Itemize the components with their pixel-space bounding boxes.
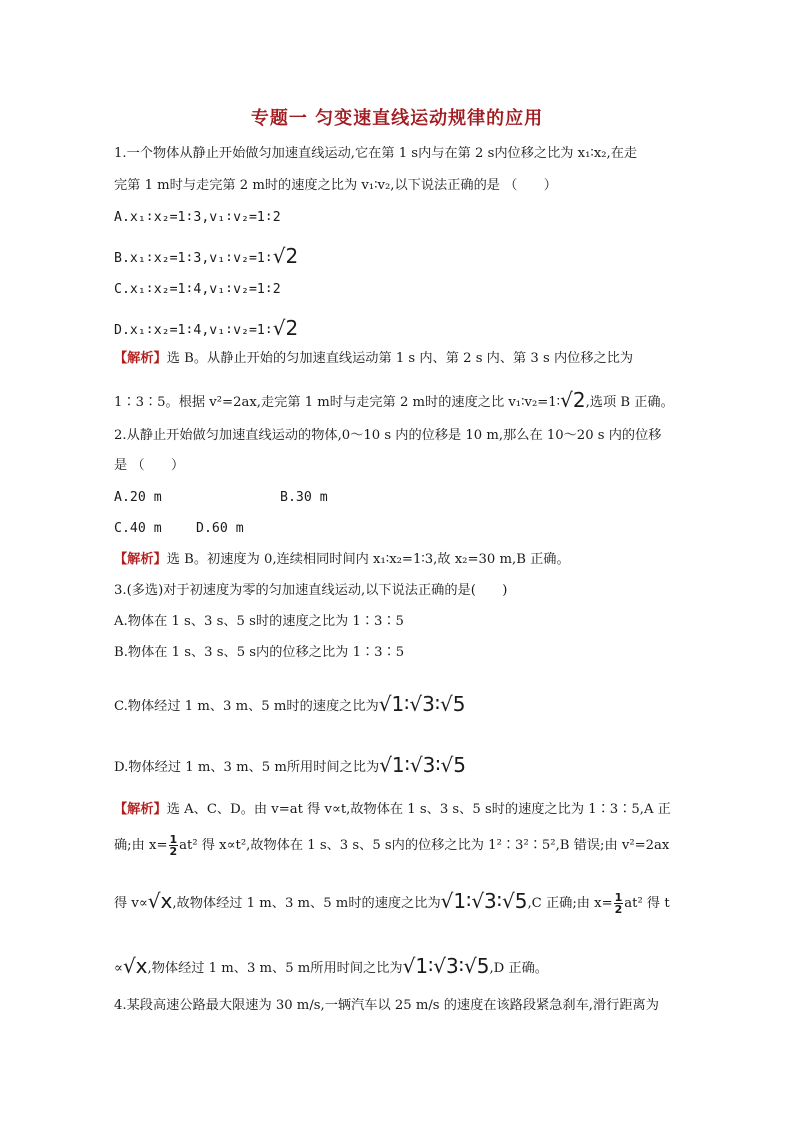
q2-stem-line1: 2.从静止开始做匀加速直线运动的物体,0～10 s 内的位移是 10 m,那么在 10～20 s 内的位移 <box>114 428 662 443</box>
q3-analysis-text2b: at² 得 x∝t²,故物体在 1 s、3 s、5 s内的位移之比为 1²∶3²∶5²,B 错误;由 v²=2ax <box>179 838 670 853</box>
q3-analysis-line1 <box>114 803 671 818</box>
q2-analysis <box>114 553 570 568</box>
q2-option-b: B.30 m <box>280 490 328 505</box>
q3-option-d-text: D.物体经过 1 m、3 m、5 m所用时间之比为 <box>114 760 380 775</box>
q3-analysis-text1: 选 A、C、D。由 v=at 得 v∝t,故物体在 1 s、3 s、5 s时的速度之比为 1∶3∶5,A 正 <box>166 802 671 817</box>
fraction-denominator: 2 <box>614 903 623 916</box>
q1-option-b <box>114 245 298 267</box>
q1-option-c: C.x₁∶x₂=1∶4,v₁∶v₂=1∶2 <box>114 282 281 297</box>
one-half-fraction <box>169 834 179 857</box>
q1-option-b-text: B.x₁∶x₂=1∶3,v₁∶v₂=1∶ <box>114 251 273 266</box>
q2-analysis-text: 选 B。初速度为 0,连续相同时间内 x₁∶x₂=1∶3,故 x₂=30 m,B 正确。 <box>166 552 570 567</box>
q1-stem-line2: 完第 1 m时与走完第 2 m时的速度之比为 v₁∶v₂,以下说法正确的是 （ ） <box>114 178 557 193</box>
page-title: 专题一 匀变速直线运动规律的应用 <box>250 108 544 129</box>
q1-option-d <box>114 317 298 339</box>
q1-option-d-text: D.x₁∶x₂=1∶4,v₁∶v₂=1∶ <box>114 323 273 338</box>
q1-analysis-text1: 选 B。从静止开始的匀加速直线运动第 1 s 内、第 2 s 内、第 3 s 内位移之比为 <box>166 351 634 366</box>
q2-option-c: C.40 m <box>114 521 162 536</box>
q3-option-c-text: C.物体经过 1 m、3 m、5 m时的速度之比为 <box>114 699 379 714</box>
sqrt2-symbol: √2 <box>272 316 299 340</box>
sqrt-x-symbol: √x <box>147 889 173 913</box>
q4-stem-line1: 4.某段高速公路最大限速为 30 m/s,一辆汽车以 25 m/s 的速度在该路段紧急刹车,滑行距离为 <box>114 998 659 1013</box>
q2-option-a: A.20 m <box>114 490 162 505</box>
q3-option-b: B.物体在 1 s、3 s、5 s内的位移之比为 1∶3∶5 <box>114 645 405 660</box>
q3-option-a: A.物体在 1 s、3 s、5 s时的速度之比为 1∶3∶5 <box>114 614 404 629</box>
q3-analysis-text3a: 得 v∝ <box>114 896 148 911</box>
sqrt2-symbol: √2 <box>560 388 586 412</box>
q3-analysis-text4c: ,D 正确。 <box>489 961 548 976</box>
q1-stem-line1: 1.一个物体从静止开始做匀加速直线运动,它在第 1 s内与在第 2 s内位移之比为 x₁∶x₂,在走 <box>114 146 638 161</box>
fraction-numerator: 1 <box>169 833 178 846</box>
sqrt-ratio-symbol: √1∶√3∶√5 <box>378 692 466 716</box>
q1-analysis-text2b: ,选项 B 正确。 <box>585 395 674 410</box>
q1-option-a: A.x₁∶x₂=1∶3,v₁∶v₂=1∶2 <box>114 210 281 225</box>
sqrt-ratio-symbol: √1∶√3∶√5 <box>379 753 467 777</box>
fraction-denominator: 2 <box>169 845 178 858</box>
q1-analysis-line2 <box>114 389 674 411</box>
one-half-fraction <box>614 892 624 915</box>
sqrt2-symbol: √2 <box>272 244 299 268</box>
q3-analysis-text3c: ,C 正确;由 x= <box>527 896 613 911</box>
sqrt-ratio-symbol: √1∶√3∶√5 <box>402 954 490 978</box>
q3-analysis-text2a: 确;由 x= <box>114 838 168 853</box>
q3-option-d <box>114 754 466 776</box>
q3-analysis-text3b: ,故物体经过 1 m、3 m、5 m时的速度之比为 <box>172 896 441 911</box>
sqrt-x-symbol: √x <box>122 954 148 978</box>
sqrt-ratio-symbol: √1∶√3∶√5 <box>440 889 528 913</box>
q3-analysis-line4 <box>114 955 548 977</box>
q3-analysis-text4a: ∝ <box>114 961 123 976</box>
analysis-tag: 【解析】 <box>114 802 167 817</box>
analysis-tag: 【解析】 <box>114 351 167 366</box>
q2-stem-line2: 是 （ ） <box>114 458 185 473</box>
q3-analysis-line2 <box>114 834 669 857</box>
analysis-tag: 【解析】 <box>114 552 167 567</box>
q3-analysis-text4b: ,物体经过 1 m、3 m、5 m所用时间之比为 <box>147 961 403 976</box>
q3-analysis-text3d: at² 得 t <box>624 896 670 911</box>
q2-option-d: D.60 m <box>196 521 244 536</box>
fraction-numerator: 1 <box>614 891 623 904</box>
q3-stem: 3.(多选)对于初速度为零的匀加速直线运动,以下说法正确的是( ) <box>114 583 508 598</box>
q1-analysis-text2a: 1∶3∶5。根据 v²=2ax,走完第 1 m时与走完第 2 m时的速度之比 v₁∶v₂=1∶ <box>114 395 561 410</box>
q1-analysis-line1 <box>114 352 633 367</box>
q3-analysis-line3 <box>114 890 670 915</box>
q3-option-c <box>114 693 466 715</box>
